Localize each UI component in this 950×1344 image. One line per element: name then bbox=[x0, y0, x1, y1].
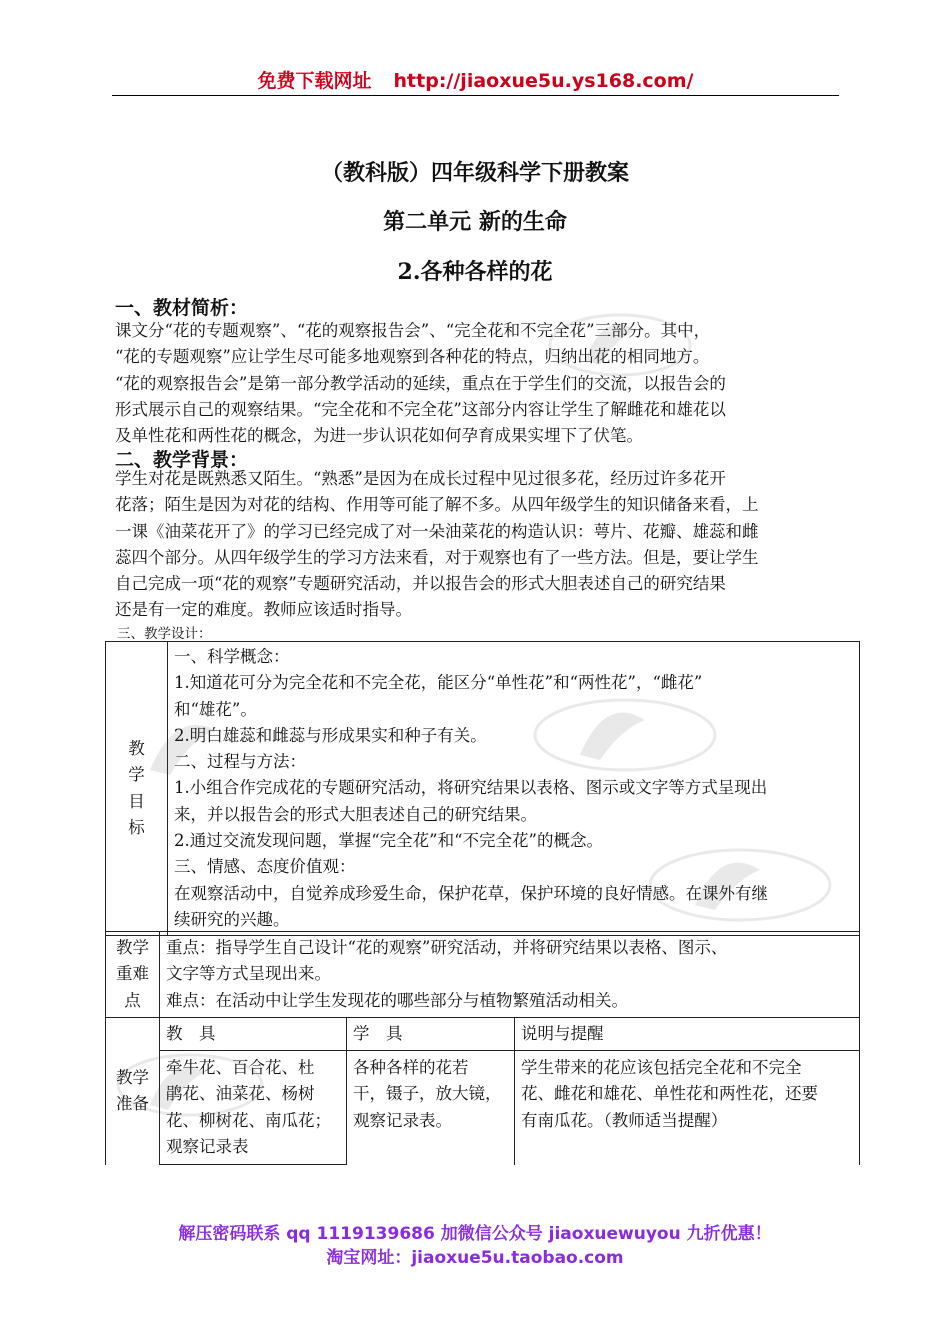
teacher-tools-line: 花、柳树花、南瓜花； bbox=[166, 1110, 331, 1130]
col-header-student-tools: 学 具 bbox=[347, 1017, 515, 1050]
section-1-line: 及单性花和两性花的概念，为进一步认识花如何孕育成果实埋下了伏笔。 bbox=[115, 426, 643, 446]
prep-label-line: 准备 bbox=[116, 1094, 149, 1114]
goals-line: 三、情感、态度价值观： bbox=[174, 857, 356, 877]
footer-contact: 解压密码联系 qq 1119139686 加微信公众号 jiaoxuewuyou 九折优惠！ bbox=[178, 1224, 772, 1244]
student-tools-cell bbox=[347, 1051, 515, 1165]
notes-line: 学生带来的花应该包括完全花和不完全 bbox=[521, 1058, 802, 1078]
section-2-line: 一课《油菜花开了》的学习已经完成了对一朵油菜花的构造认识：萼片、花瓣、雄蕊和雌 bbox=[115, 521, 759, 541]
section-2-line: 花落；陌生是因为对花的结构、作用等可能了解不多。从四年级学生的知识储备来看，上 bbox=[115, 495, 759, 515]
teacher-tools-line: 观察记录表 bbox=[166, 1137, 249, 1157]
notes-line: 有南瓜花。（教师适当提醒） bbox=[521, 1110, 728, 1130]
prep-label-cell bbox=[106, 1017, 160, 1164]
prep-table bbox=[105, 931, 860, 1165]
goals-label-cell bbox=[106, 642, 168, 936]
key-line: 难点：在活动中让学生发现花的哪些部分与植物繁殖活动相关。 bbox=[166, 990, 628, 1010]
goals-label-char: 目 bbox=[128, 791, 145, 811]
goals-line: 2.通过交流发现问题，掌握“完全花”和“不完全花”的概念。 bbox=[174, 831, 603, 851]
goals-content-cell bbox=[168, 642, 860, 936]
goals-label-char: 标 bbox=[128, 817, 145, 837]
goals-label-char: 学 bbox=[128, 765, 145, 785]
key-label-line: 点 bbox=[124, 990, 141, 1010]
notes-cell bbox=[515, 1051, 860, 1165]
goals-line: 续研究的兴趣。 bbox=[174, 909, 290, 929]
section-3-heading: 三、教学设计： bbox=[117, 626, 212, 642]
goals-line: 在观察活动中，自觉养成珍爱生命，保护花草，保护环境的良好情感。在课外有继 bbox=[174, 883, 768, 903]
section-1-line: 形式展示自己的观察结果。“完全花和不完全花”这部分内容让学生了解雌花和雄花以 bbox=[115, 399, 726, 419]
section-2-line: 自己完成一项“花的观察”专题研究活动，并以报告会的形式大胆表述自己的研究结果 bbox=[115, 574, 726, 594]
section-1-line: “花的专题观察”应让学生尽可能多地观察到各种花的特点，归纳出花的相同地方。 bbox=[115, 347, 710, 367]
goals-line: 来，并以报告会的形式大胆表述自己的研究结果。 bbox=[174, 804, 537, 824]
goals-line: 2.明白雄蕊和雌蕊与形成果实和种子有关。 bbox=[174, 725, 487, 745]
prep-label-line: 教学 bbox=[116, 1068, 149, 1088]
key-points-cell bbox=[160, 932, 860, 1018]
goals-line: 1.小组合作完成花的专题研究活动，将研究结果以表格、图示或文字等方式呈现出 bbox=[174, 778, 768, 798]
student-tools-line: 观察记录表。 bbox=[353, 1110, 452, 1130]
col-header-teacher-tools: 教 具 bbox=[160, 1017, 347, 1050]
key-line: 文字等方式呈现出来。 bbox=[166, 964, 331, 984]
section-2-body bbox=[115, 466, 839, 624]
doc-title: （教科版）四年级科学下册教案 bbox=[320, 160, 629, 186]
student-tools-line: 各种各样的花若 bbox=[353, 1058, 469, 1078]
teacher-tools-line: 鹃花、油菜花、杨树 bbox=[166, 1084, 315, 1104]
student-tools-line: 干，镊子，放大镜， bbox=[353, 1084, 502, 1104]
section-1-body bbox=[115, 318, 839, 449]
lesson-title: 2.各种各样的花 bbox=[397, 259, 553, 285]
section-2-line: 蕊四个部分。从四年级学生的学习方法来看，对于观察也有了一些方法。但是，要让学生 bbox=[115, 547, 759, 567]
goals-table bbox=[105, 641, 860, 936]
col-header-notes: 说明与提醒 bbox=[515, 1017, 860, 1050]
key-line: 重点：指导学生自己设计“花的观察”研究活动，并将研究结果以表格、图示、 bbox=[166, 938, 728, 957]
key-label-cell bbox=[106, 932, 160, 1018]
key-label-line: 教学 bbox=[116, 938, 149, 957]
section-2-heading: 二、教学背景： bbox=[115, 449, 249, 471]
teacher-tools-cell bbox=[160, 1051, 347, 1165]
goals-line: 1.知道花可分为完全花和不完全花，能区分“单性花”和“两性花”，“雌花” bbox=[174, 673, 703, 693]
download-label: 免费下载网址 bbox=[257, 70, 372, 92]
goals-label-char: 教 bbox=[128, 739, 145, 759]
section-1-line: 课文分“花的专题观察”、“花的观察报告会”、“完全花和不完全花”三部分。其中， bbox=[115, 321, 711, 340]
goals-line: 二、过程与方法： bbox=[174, 752, 306, 772]
unit-title: 第二单元 新的生命 bbox=[383, 209, 567, 235]
footer-shop-link[interactable]: 淘宝网址：jiaoxue5u.taobao.com bbox=[326, 1248, 624, 1268]
section-1-line: “花的观察报告会”是第一部分教学活动的延续，重点在于学生们的交流，以报告会的 bbox=[115, 373, 726, 393]
download-url-link[interactable]: http://jiaoxue5u.ys168.com/ bbox=[393, 70, 694, 92]
teacher-tools-line: 牵牛花、百合花、杜 bbox=[166, 1058, 315, 1078]
section-2-line: 还是有一定的难度。教师应该适时指导。 bbox=[115, 600, 412, 620]
section-2-line: 学生对花是既熟悉又陌生。“熟悉”是因为在成长过程中见过很多花，经历过许多花开 bbox=[115, 469, 726, 488]
download-header bbox=[112, 66, 839, 93]
section-1-heading: 一、教材简析： bbox=[115, 297, 249, 319]
goals-line: 和“雄花”。 bbox=[174, 699, 257, 719]
notes-line: 花、雌花和雄花、单性花和两性花，还要 bbox=[521, 1084, 818, 1104]
key-label-line: 重难 bbox=[116, 964, 149, 984]
header-divider bbox=[112, 95, 839, 96]
goals-line: 一、科学概念： bbox=[174, 647, 290, 666]
